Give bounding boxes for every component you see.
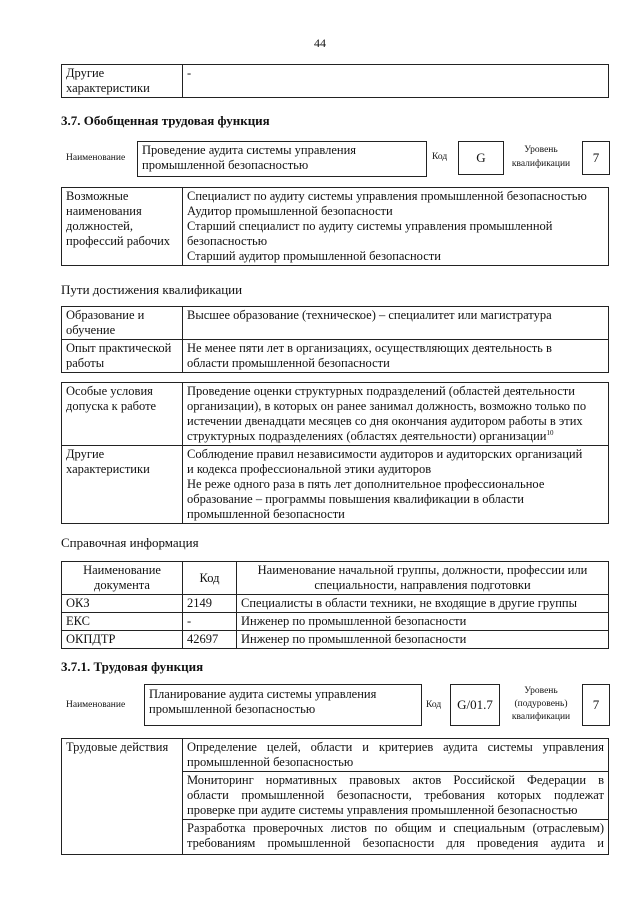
special-conditions-value: Проведение оценки структурных подразделений (областей деятельности организации), в которых он ранее занимал должность, возможно только по истечении двенадцати месяцев со дня окончания аудитором работы в этих структурных подразделениях (областях деятельности) организации$^{10}$ <box>183 383 609 446</box>
row-name: Специалисты в области техники, не входящие в другие группы <box>237 595 609 613</box>
row-name: Инженер по промышленной безопасности <box>237 613 609 631</box>
education-value: Высшее образование (техническое) – специалитет или магистратура <box>183 307 609 340</box>
code-value: G <box>458 141 504 175</box>
name-label: Наименование <box>66 153 126 163</box>
top-characteristics-table <box>61 64 609 98</box>
labor-action-item: Разработка проверочных листов по общим и специальным (отраслевым) требованиям промышленной безопасности для проведения аудита и <box>183 820 609 855</box>
positions-label: Возможные наименования должностей, профессий рабочих <box>62 188 183 266</box>
header-name: Наименование начальной группы, должности, профессии или специальности, направления подготовки <box>237 562 609 595</box>
row-code: 42697 <box>183 631 237 649</box>
other-characteristics-label: Другие характеристики <box>62 65 183 98</box>
labor-actions-label: Трудовые действия <box>62 739 183 855</box>
table-row <box>62 595 609 613</box>
page-number: 44 <box>314 36 326 50</box>
table-row <box>62 613 609 631</box>
header-document: Наименование документа <box>62 562 183 595</box>
special-conditions-label: Особые условия допуска к работе <box>62 383 183 446</box>
positions-table <box>61 187 609 266</box>
other-characteristics-value: - <box>183 65 609 98</box>
other-characteristics-label-2: Другие характеристики <box>62 446 183 524</box>
name-label-2: Наименование <box>66 700 126 710</box>
experience-label: Опыт практической работы <box>62 340 183 373</box>
conditions-table <box>61 382 609 524</box>
education-table <box>61 306 609 373</box>
table-row <box>62 631 609 649</box>
reference-header-row <box>62 562 609 595</box>
section-heading-3-7-1: 3.7.1. Трудовая функция <box>61 659 204 674</box>
row-doc: ЕКС <box>62 613 183 631</box>
reference-table <box>61 561 609 649</box>
code-value-2: G/01.7 <box>450 684 500 726</box>
other-characteristics-value-2: Соблюдение правил независимости аудиторов и аудиторских организаций и кодекса профессиональной этики аудиторов Не реже одного раза в пять лет дополнительное профессиональное образование – программы повышения квалификации в области промышленной безопасности <box>183 446 609 524</box>
labor-action-item: Определение целей, области и критериев аудита системы управления промышленной безопасностью <box>183 739 609 772</box>
positions-values: Специалист по аудиту системы управления промышленной безопасностью Аудитор промышленной безопасности Старший специалист по аудиту системы управления промышленной безопасностью Старший аудитор промышленной безопасности <box>183 188 609 266</box>
reference-info-title: Справочная информация <box>61 535 199 550</box>
labor-actions-table <box>61 738 609 855</box>
row-doc: ОКПДТР <box>62 631 183 649</box>
code-label: Код <box>432 152 448 162</box>
generalized-function-name: Проведение аудита системы управления промышленной безопасностью <box>137 141 427 177</box>
header-code: Код <box>183 562 237 595</box>
qualification-level-label: Уровень квалификации <box>511 145 571 169</box>
row-code: - <box>183 613 237 631</box>
section-heading-3-7: 3.7. Обобщенная трудовая функция <box>61 113 270 128</box>
code-label-2: Код <box>426 700 442 710</box>
labor-function-name: Планирование аудита системы управления промышленной безопасностью <box>144 684 422 726</box>
education-label: Образование и обучение <box>62 307 183 340</box>
qualification-paths-title: Пути достижения квалификации <box>61 282 243 297</box>
row-code: 2149 <box>183 595 237 613</box>
labor-action-item: Мониторинг нормативных правовых актов Российской Федерации в области промышленной безопасности, требования которых подлежат проверке при аудите системы управления промышленной безопасностью <box>183 772 609 820</box>
qualification-level-value-2: 7 <box>582 684 610 726</box>
qualification-sublevel-label: Уровень (подуровень) квалификации <box>511 686 571 722</box>
row-name: Инженер по промышленной безопасности <box>237 631 609 649</box>
experience-value: Не менее пяти лет в организациях, осуществляющих деятельность в области промышленной безопасности <box>183 340 609 373</box>
footnote-marker: 10 <box>546 428 554 437</box>
row-doc: ОКЗ <box>62 595 183 613</box>
qualification-level-value: 7 <box>582 141 610 175</box>
